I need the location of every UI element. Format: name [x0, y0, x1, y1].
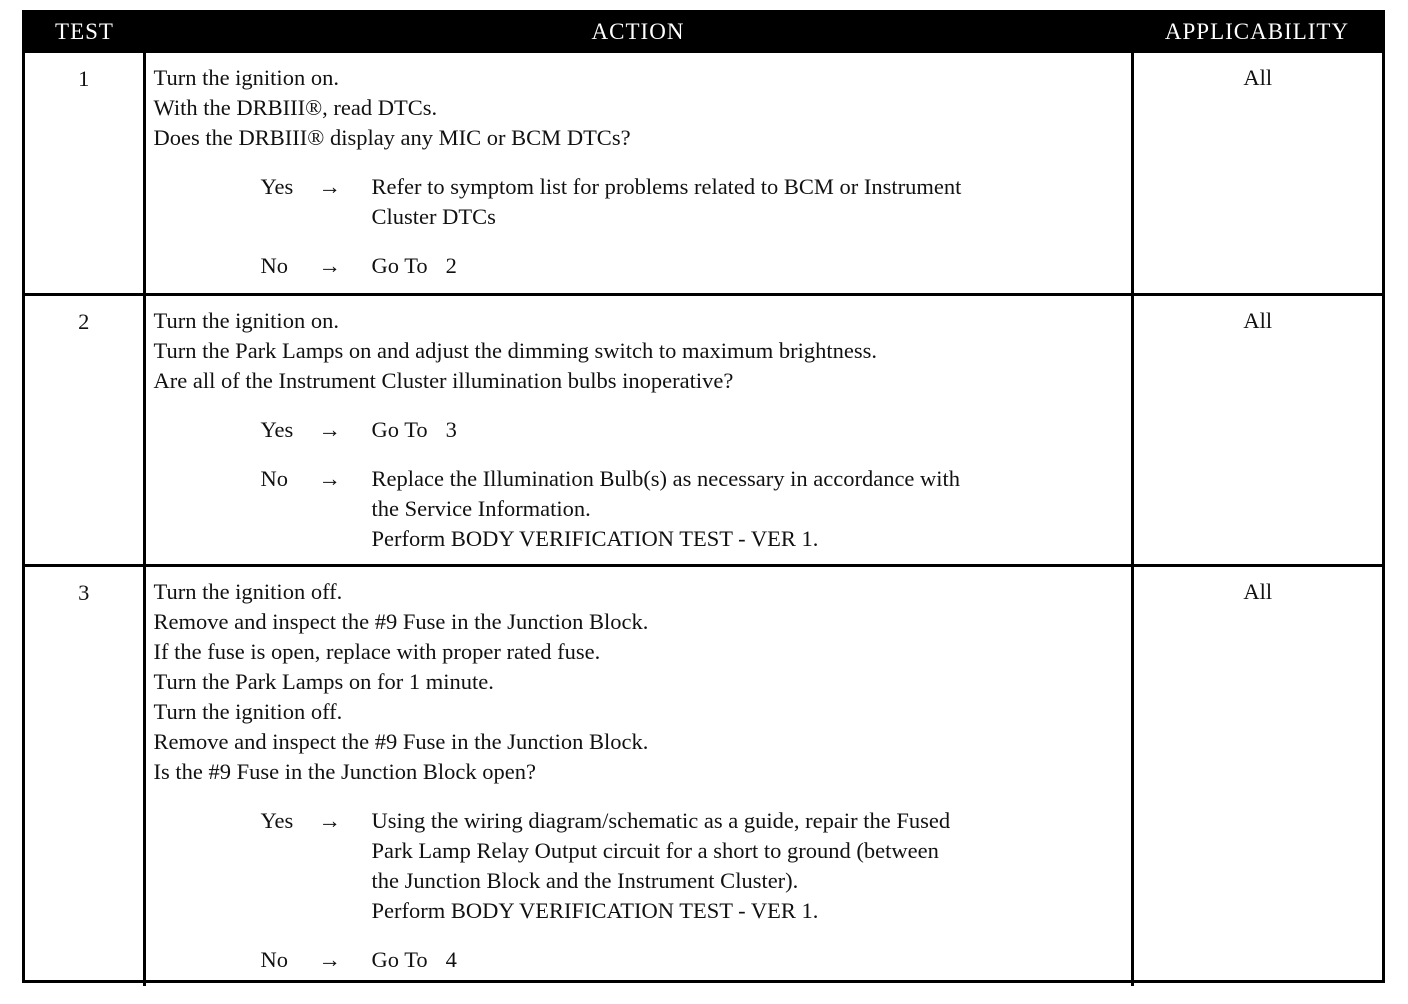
arrow-right-icon: → — [318, 808, 341, 833]
no-result — [261, 251, 1123, 281]
action-step: Are all of the Instrument Cluster illumination bulbs inoperative? — [153, 368, 734, 393]
yes-outcome — [372, 806, 1123, 926]
no-result — [261, 464, 1123, 554]
action-step: Turn the ignition on. — [153, 65, 339, 90]
yes-label: Yes — [260, 174, 294, 199]
yes-result — [261, 806, 1123, 926]
test-number: 3 — [25, 566, 144, 986]
goto-text: Go To — [371, 947, 428, 972]
goto-text: Go To — [371, 417, 428, 442]
table-header-row — [25, 13, 1382, 52]
no-label: No — [260, 466, 288, 491]
action-step: Remove and inspect the #9 Fuse in the Junction Block. — [153, 609, 649, 634]
outcome-line: Cluster DTCs — [371, 204, 496, 229]
header-applicability: APPLICABILITY — [1132, 13, 1382, 52]
goto-test-link[interactable]: 4 — [445, 947, 457, 972]
action-step: Turn the Park Lamps on and adjust the dimming switch to maximum brightness. — [153, 338, 877, 363]
outcome-line: Park Lamp Relay Output circuit for a short to ground (between — [371, 838, 939, 863]
no-outcome — [372, 945, 1123, 975]
outcome-line: Perform BODY VERIFICATION TEST - VER 1. — [371, 898, 819, 923]
action-step: If the fuse is open, replace with proper rated fuse. — [153, 639, 601, 664]
no-outcome — [372, 464, 1123, 554]
applicability-value: All — [1132, 52, 1382, 295]
test-number: 2 — [25, 295, 144, 566]
header-test: TEST — [25, 13, 144, 52]
arrow-right-icon: → — [318, 174, 341, 199]
yes-outcome — [372, 172, 1123, 232]
outcome-line: Perform BODY VERIFICATION TEST - VER 1. — [371, 526, 819, 551]
header-action: ACTION — [144, 13, 1132, 52]
arrow-right-icon: → — [318, 947, 341, 972]
action-step: Is the #9 Fuse in the Junction Block open? — [153, 759, 536, 784]
goto-test-link[interactable]: 3 — [445, 417, 457, 442]
yes-label: Yes — [260, 417, 294, 442]
action-step: Turn the ignition off. — [153, 579, 343, 604]
goto-test-link[interactable]: 2 — [445, 253, 457, 278]
table-row — [25, 566, 1382, 986]
yes-result — [261, 172, 1123, 232]
applicability-value: All — [1132, 566, 1382, 986]
outcome-line: Refer to symptom list for problems related to BCM or Instrument — [371, 174, 962, 199]
outcome-line: the Service Information. — [371, 496, 591, 521]
action-cell — [144, 52, 1132, 295]
yes-outcome — [372, 415, 1123, 445]
arrow-right-icon: → — [318, 417, 341, 442]
table-row — [25, 52, 1382, 295]
goto-text: Go To — [371, 253, 428, 278]
diagnostic-test-table — [22, 10, 1385, 983]
applicability-value: All — [1132, 295, 1382, 566]
action-step: Does the DRBIII® display any MIC or BCM DTCs? — [153, 125, 631, 150]
test-table — [25, 13, 1382, 986]
action-cell — [144, 295, 1132, 566]
table-row — [25, 295, 1382, 566]
action-step: Remove and inspect the #9 Fuse in the Junction Block. — [153, 729, 649, 754]
yes-label: Yes — [260, 808, 294, 833]
action-step: Turn the Park Lamps on for 1 minute. — [153, 669, 494, 694]
no-label: No — [260, 253, 288, 278]
outcome-line: the Junction Block and the Instrument Cluster). — [371, 868, 799, 893]
arrow-right-icon: → — [318, 466, 341, 491]
no-result — [261, 945, 1123, 975]
outcome-line: Using the wiring diagram/schematic as a guide, repair the Fused — [371, 808, 951, 833]
outcome-line: Replace the Illumination Bulb(s) as necessary in accordance with — [371, 466, 961, 491]
action-step: Turn the ignition off. — [153, 699, 343, 724]
test-number: 1 — [25, 52, 144, 295]
action-step: With the DRBIII®, read DTCs. — [153, 95, 438, 120]
action-cell — [144, 566, 1132, 986]
arrow-right-icon: → — [318, 253, 341, 278]
no-outcome — [372, 251, 1123, 281]
action-step: Turn the ignition on. — [153, 308, 339, 333]
no-label: No — [260, 947, 288, 972]
yes-result — [261, 415, 1123, 445]
